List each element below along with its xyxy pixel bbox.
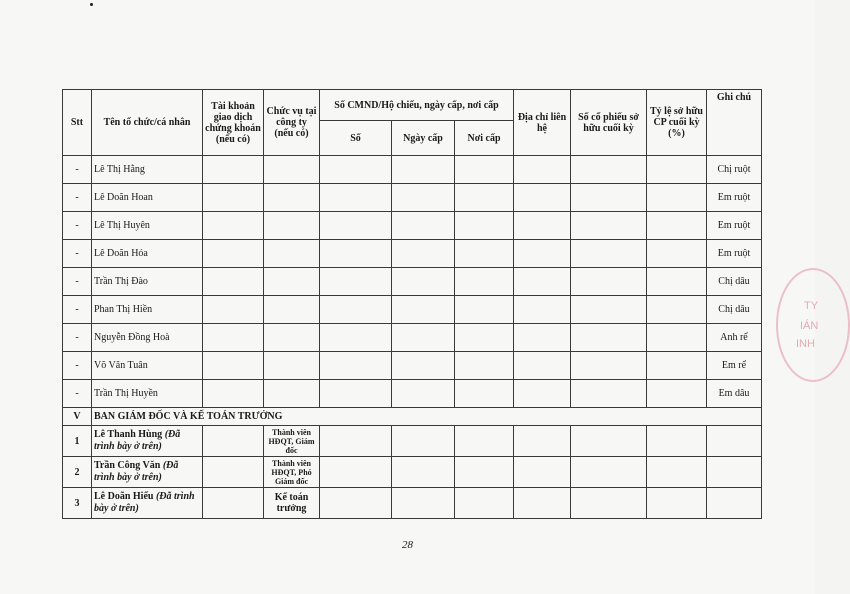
table-row: - Lê Thị Hằng Chị ruột bbox=[63, 156, 762, 184]
page-number: 28 bbox=[402, 539, 413, 551]
header-stt: Stt bbox=[63, 90, 92, 156]
table-row: - Trần Thị Huyền Em dâu bbox=[63, 380, 762, 408]
header-account: Tài khoản giao dịch chứng khoán (nếu có) bbox=[203, 90, 264, 156]
header-id-number: Số bbox=[320, 121, 392, 156]
table-row: 2 Trần Công Văn (Đã trình bày ở trên) Thành viên HĐQT, Phó Giám đốc bbox=[63, 457, 762, 488]
table-row: - Phan Thị Hiền Chị dâu bbox=[63, 296, 762, 324]
header-ratio: Tỷ lệ sở hữu CP cuối kỳ (%) bbox=[647, 90, 707, 156]
header-position: Chức vụ tại công ty (nếu có) bbox=[264, 90, 320, 156]
header-issue-date: Ngày cấp bbox=[392, 121, 455, 156]
shareholder-table bbox=[62, 89, 762, 519]
scan-speck bbox=[90, 3, 93, 6]
section-row bbox=[63, 408, 762, 426]
table-row: - Trần Thị Đào Chị dâu bbox=[63, 268, 762, 296]
table-row: 3 Lê Doãn Hiếu (Đã trình bày ở trên) Kế toán trưởng bbox=[63, 488, 762, 519]
section-stt: V bbox=[63, 408, 92, 426]
table-row: - Lê Doãn Hoan Em ruột bbox=[63, 184, 762, 212]
table-row: - Lê Thị Huyên Em ruột bbox=[63, 212, 762, 240]
header-note: Ghi chú bbox=[707, 90, 762, 156]
header-id-group: Số CMND/Hộ chiếu, ngày cấp, nơi cấp bbox=[320, 90, 514, 121]
red-seal-stamp: TY IÁN INH bbox=[776, 268, 850, 382]
section-title: BAN GIÁM ĐỐC VÀ KẾ TOÁN TRƯỞNG bbox=[92, 408, 762, 426]
table-row: - Nguyễn Đồng Hoà Anh rể bbox=[63, 324, 762, 352]
table-row: - Võ Văn Tuân Em rể bbox=[63, 352, 762, 380]
table-row: 1 Lê Thanh Hùng (Đã trình bày ở trên) Thành viên HĐQT, Giám đốc bbox=[63, 426, 762, 457]
header-issue-place: Nơi cấp bbox=[455, 121, 514, 156]
header-address: Địa chỉ liên hệ bbox=[514, 90, 571, 156]
table-row: - Lê Doãn Hóa Em ruột bbox=[63, 240, 762, 268]
header-name: Tên tổ chức/cá nhân bbox=[92, 90, 203, 156]
header-shares: Số cổ phiếu sở hữu cuối kỳ bbox=[571, 90, 647, 156]
